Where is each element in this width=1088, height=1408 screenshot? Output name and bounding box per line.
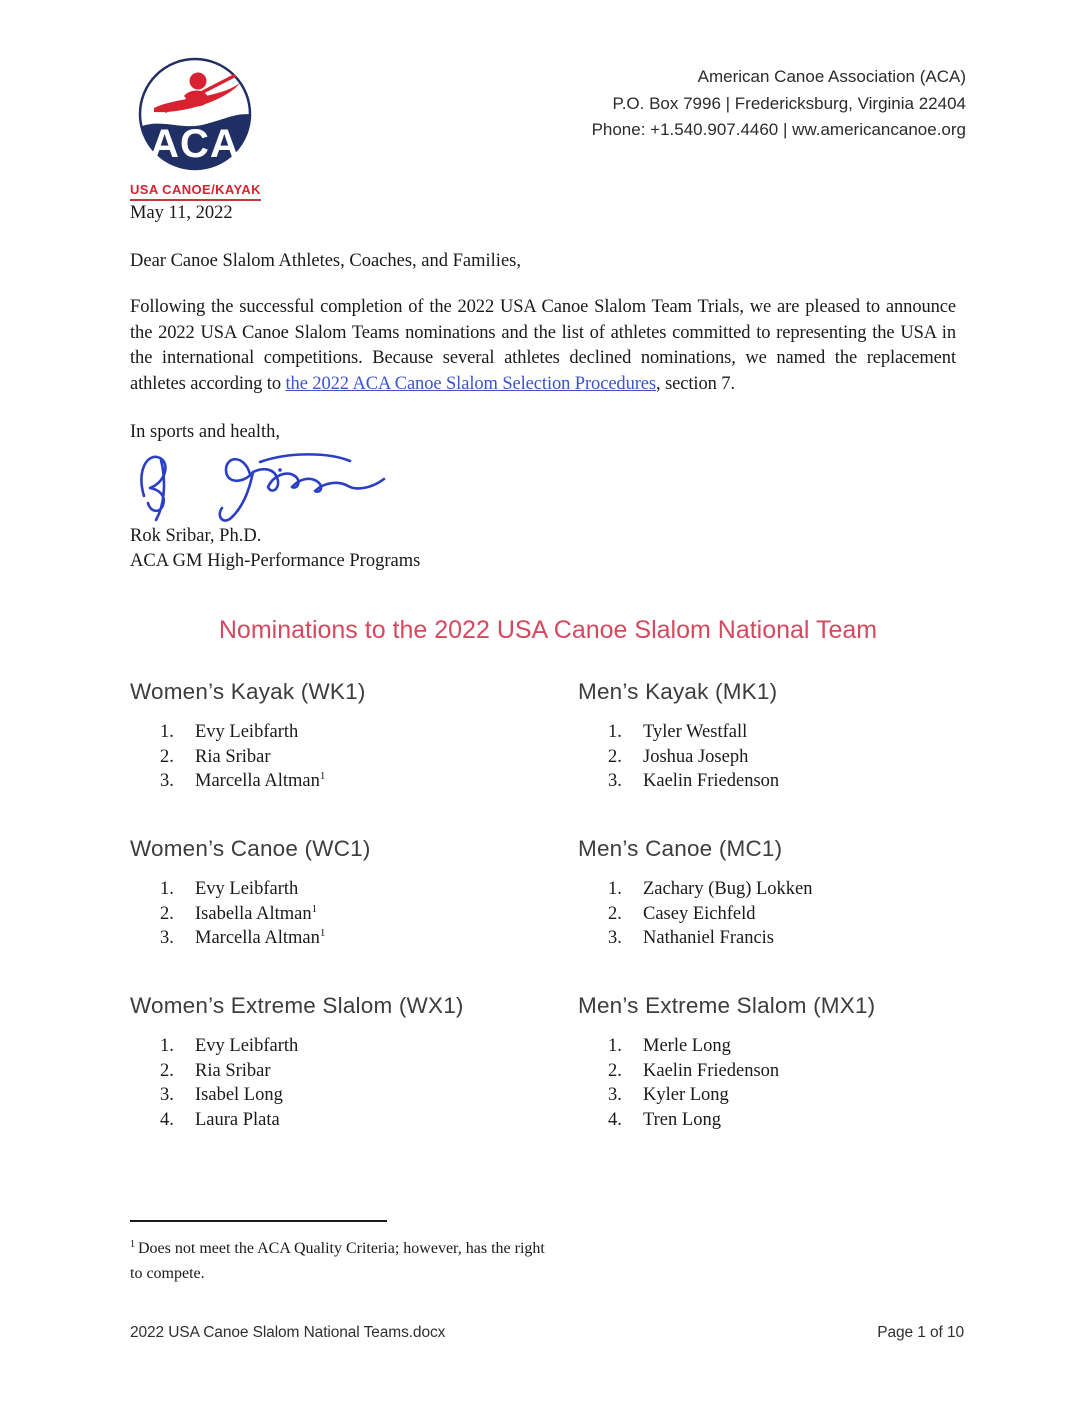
footnote-divider <box>130 1220 387 1222</box>
nominations-title: Nominations to the 2022 USA Canoe Slalom National Team <box>218 616 878 644</box>
svg-text:ACA: ACA <box>150 122 240 166</box>
athlete-item: 3. Marcella Altman$^1$ <box>160 926 326 948</box>
athlete-item: 2. Isabella Altman$^1$ <box>160 902 318 924</box>
athlete-item: 2. Ria Sribar <box>160 746 271 767</box>
athlete-list <box>578 720 966 794</box>
signer-title: ACA GM High-Performance Programs <box>130 551 421 571</box>
signature-image <box>132 448 956 522</box>
athlete-item: 1. Evy Leibfarth <box>160 722 299 742</box>
athlete-list <box>578 1034 966 1132</box>
athlete-item: 3. Marcella Altman$^1$ <box>160 769 326 791</box>
section-womens-kayak <box>130 679 578 836</box>
athlete-list <box>578 877 966 951</box>
section-heading: Men’s Kayak (MK1) <box>578 679 778 704</box>
section-heading: Men’s Canoe (MC1) <box>578 836 783 861</box>
athlete-list <box>130 877 578 951</box>
athlete-item: 1. Tyler Westfall <box>608 722 748 742</box>
athlete-item: 3. Nathaniel Francis <box>608 928 774 948</box>
athlete-item: 3. Kaelin Friedenson <box>608 771 780 791</box>
section-mens-canoe <box>578 836 966 993</box>
athlete-item: 4. Laura Plata <box>160 1109 280 1130</box>
athlete-item: 1. Zachary (Bug) Lokken <box>608 879 813 899</box>
handwritten-signature <box>132 448 452 522</box>
athlete-item: 3. Kyler Long <box>608 1085 729 1105</box>
athlete-item: 1. Evy Leibfarth <box>160 879 299 899</box>
selection-procedures-link[interactable]: the 2022 ACA Canoe Slalom Selection Procedures <box>285 373 657 394</box>
closing-line: In sports and health, <box>130 422 281 442</box>
section-mens-kayak <box>578 679 966 836</box>
athlete-item: 2. Ria Sribar <box>160 1060 271 1081</box>
paragraph-text-before-link: Following the successful completion of the 2022 USA Canoe Slalom Team Trials, we are pleased to announce the 2022 USA Canoe Slalom Teams nominations and the list of athletes committed to representing the USA in the international competitions. Because several athletes declined nominations, we named the replacement athletes according to <box>130 297 956 394</box>
page-footer <box>130 1324 964 1342</box>
letter-date: May 11, 2022 <box>130 203 233 223</box>
footnote-marker: 1 <box>130 1238 135 1250</box>
section-heading: Women’s Canoe (WC1) <box>130 836 371 861</box>
footer-filename: 2022 USA Canoe Slalom National Teams.docx <box>130 1324 446 1341</box>
footer-page-number: Page 1 of 10 <box>877 1324 964 1341</box>
athlete-item: 2. Joshua Joseph <box>608 746 749 767</box>
nominations-section <box>130 616 966 1150</box>
athlete-item: 3. Isabel Long <box>160 1085 283 1105</box>
athlete-list <box>130 720 578 794</box>
footnote <box>130 1220 550 1286</box>
footnote-text: $^1$ Does not meet the ACA Quality Criteria; however, has the right to compete. <box>130 1238 545 1282</box>
logo-tagline: USA CANOE/KAYAK <box>130 182 261 201</box>
contact-line-phone-web: Phone: +1.540.907.4460 | ww.americancanoe.org <box>591 120 966 139</box>
signer-name: Rok Sribar, Ph.D. <box>130 526 262 546</box>
section-womens-canoe <box>130 836 578 993</box>
salutation: Dear Canoe Slalom Athletes, Coaches, and Families, <box>130 251 521 271</box>
aca-logo <box>130 56 260 201</box>
paragraph-text-after-link: , section 7. <box>656 373 735 394</box>
section-heading: Women’s Extreme Slalom (WX1) <box>130 993 464 1018</box>
letter-body <box>130 201 956 574</box>
athlete-item: 2. Casey Eichfeld <box>608 903 756 924</box>
section-heading: Men’s Extreme Slalom (MX1) <box>578 993 876 1018</box>
athlete-list <box>130 1034 578 1132</box>
athlete-item: 4. Tren Long <box>608 1109 721 1130</box>
contact-line-address: P.O. Box 7996 | Fredericksburg, Virginia 22404 <box>612 93 966 113</box>
section-heading: Women’s Kayak (WK1) <box>130 679 366 704</box>
athlete-item: 2. Kaelin Friedenson <box>608 1060 780 1081</box>
letter-paragraph <box>130 295 956 397</box>
athlete-item: 1. Merle Long <box>608 1036 731 1056</box>
contact-line-org: American Canoe Association (ACA) <box>697 67 966 86</box>
section-mens-extreme <box>578 993 966 1150</box>
athlete-item: 1. Evy Leibfarth <box>160 1036 299 1056</box>
aca-logo-emblem <box>134 56 256 174</box>
section-womens-extreme <box>130 993 578 1150</box>
contact-block <box>592 64 966 144</box>
